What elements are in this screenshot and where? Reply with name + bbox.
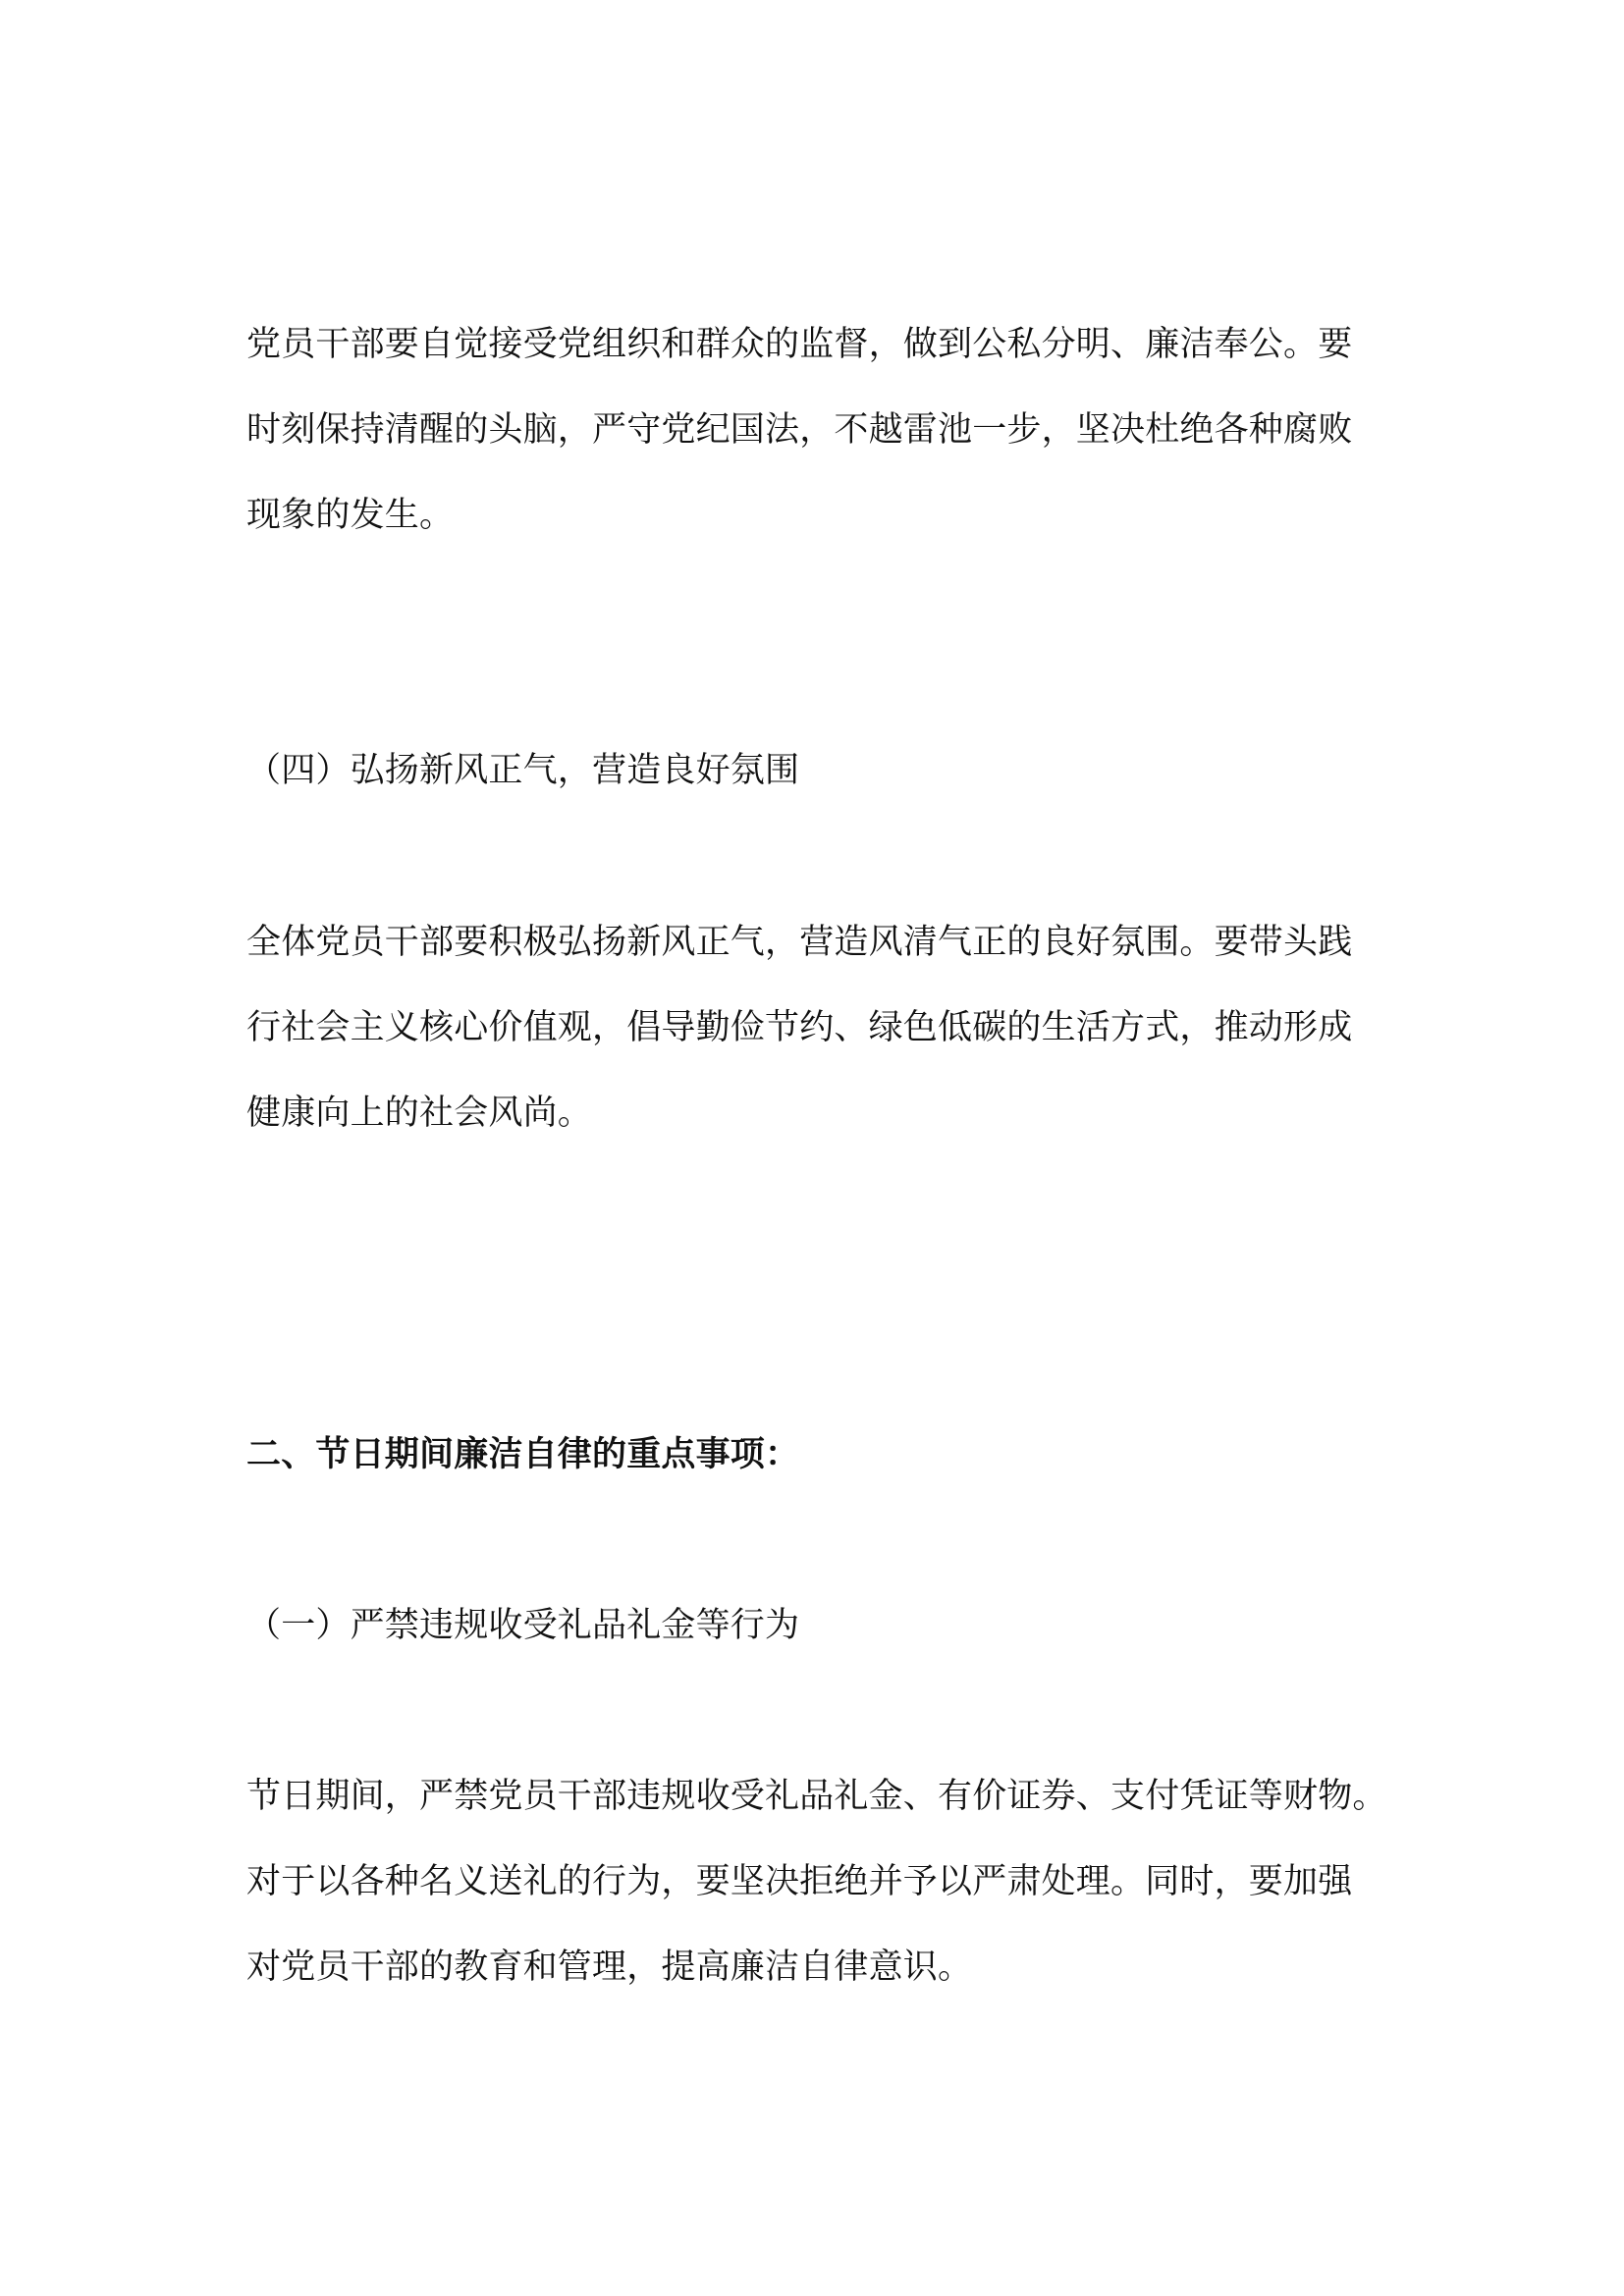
paragraph-line: 对党员干部的教育和管理，提高廉洁自律意识。: [246, 1948, 973, 1987]
section-heading: 二、节日期间廉洁自律的重点事项：: [246, 1435, 800, 1474]
subheading: （四）弘扬新风正气，营造良好氛围: [246, 751, 800, 790]
paragraph-line: 时刻保持清醒的头脑，严守党纪国法，不越雷池一步，坚决杜绝各种腐败: [246, 410, 1353, 450]
paragraph-line: 现象的发生。: [246, 496, 455, 535]
paragraph-line: 行社会主义核心价值观，倡导勤俭节约、绿色低碳的生活方式，推动形成: [246, 1008, 1353, 1047]
subheading: （一）严禁违规收受礼品礼金等行为: [246, 1606, 800, 1645]
paragraph-line: 健康向上的社会风尚。: [246, 1094, 593, 1133]
paragraph-line: 对于以各种名义送礼的行为，要坚决拒绝并予以严肃处理。同时，要加强: [246, 1862, 1353, 1901]
paragraph-line: 党员干部要自觉接受党组织和群众的监督，做到公私分明、廉洁奉公。要: [246, 325, 1353, 364]
paragraph-line: 全体党员干部要积极弘扬新风正气，营造风清气正的良好氛围。要带头践: [246, 923, 1353, 962]
paragraph-line: 节日期间，严禁党员干部违规收受礼品礼金、有价证券、支付凭证等财物。: [246, 1777, 1387, 1816]
